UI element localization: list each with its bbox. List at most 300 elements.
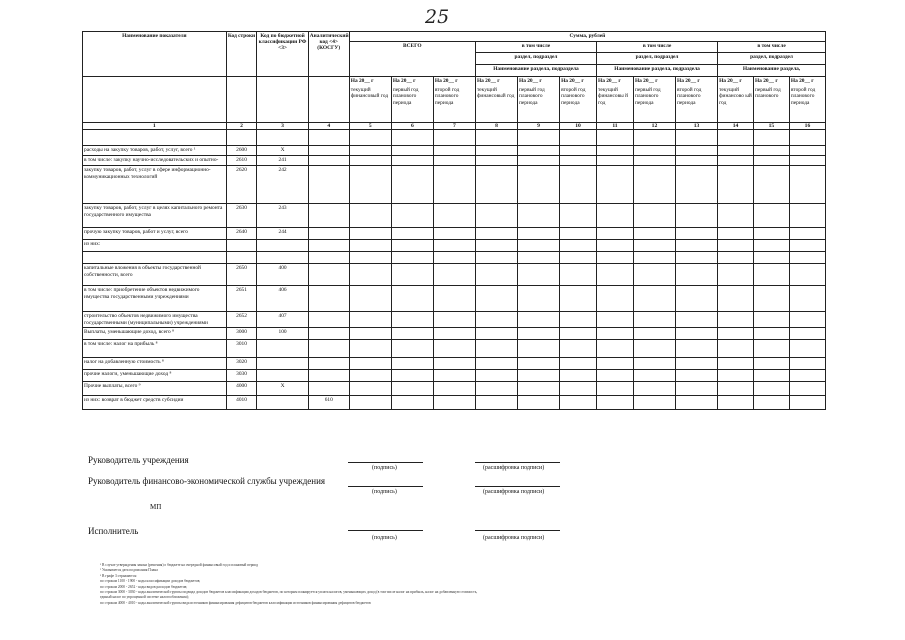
amount-cell[interactable] <box>475 381 517 395</box>
amount-cell[interactable] <box>349 357 391 369</box>
amount-cell[interactable] <box>597 252 634 264</box>
amount-cell[interactable] <box>560 240 597 252</box>
amount-cell[interactable] <box>718 312 754 327</box>
amount-cell[interactable] <box>676 252 718 264</box>
amount-cell[interactable] <box>518 228 560 240</box>
amount-cell[interactable] <box>753 146 789 156</box>
amount-cell[interactable] <box>391 339 433 357</box>
amount-cell[interactable] <box>676 395 718 409</box>
amount-cell[interactable] <box>676 381 718 395</box>
amount-cell[interactable] <box>597 166 634 204</box>
amount-cell[interactable] <box>475 166 517 204</box>
row-bk-cell: 406 <box>257 286 308 312</box>
amount-cell[interactable] <box>633 240 675 252</box>
amount-cell[interactable] <box>597 228 634 240</box>
amount-cell[interactable] <box>560 381 597 395</box>
section-header-2: раздел, подраздел <box>597 53 718 65</box>
amount-cell[interactable] <box>391 252 433 264</box>
head-decode-line <box>475 462 560 463</box>
table-row <box>83 369 826 381</box>
period-cell: На 20__ г второй год планового периода <box>676 77 718 123</box>
amount-cell[interactable] <box>349 228 391 240</box>
amount-cell[interactable] <box>753 369 789 381</box>
amount-cell[interactable] <box>433 286 475 312</box>
row-code-cell: 3030 <box>226 369 257 381</box>
amount-cell[interactable] <box>597 146 634 156</box>
row-ak-cell <box>308 156 349 166</box>
amount-cell[interactable] <box>753 395 789 409</box>
amount-cell[interactable] <box>560 339 597 357</box>
amount-cell[interactable] <box>789 381 825 395</box>
amount-cell[interactable] <box>391 286 433 312</box>
fin-signature-caption: (подпись) <box>372 489 397 495</box>
col-bk-header: Код по бюджетной классификации РФ <3> <box>257 32 308 77</box>
table-row <box>83 252 826 264</box>
total-header: ВСЕГО <box>349 42 475 77</box>
amount-cell[interactable] <box>597 130 634 146</box>
row-ak-cell <box>308 130 349 146</box>
amount-cell[interactable] <box>518 166 560 204</box>
amount-cell[interactable] <box>676 357 718 369</box>
amount-cell[interactable] <box>789 252 825 264</box>
amount-cell[interactable] <box>518 381 560 395</box>
amount-cell[interactable] <box>718 204 754 228</box>
amount-cell[interactable] <box>753 327 789 339</box>
amount-cell[interactable] <box>433 381 475 395</box>
amount-cell[interactable] <box>789 286 825 312</box>
row-bk-cell <box>257 130 308 146</box>
amount-cell[interactable] <box>718 156 754 166</box>
row-bk-cell: 241 <box>257 156 308 166</box>
amount-cell[interactable] <box>718 381 754 395</box>
amount-cell[interactable] <box>349 166 391 204</box>
page-number: 25 <box>425 6 450 28</box>
amount-cell[interactable] <box>789 312 825 327</box>
amount-cell[interactable] <box>753 166 789 204</box>
amount-cell[interactable] <box>475 252 517 264</box>
row-name-cell: в том числе: закупку научно-исследовательских и опытно- <box>83 156 227 166</box>
amount-cell[interactable] <box>633 252 675 264</box>
row-ak-cell <box>308 264 349 286</box>
row-code-cell: 2640 <box>226 228 257 240</box>
row-name-cell: Выплаты, уменьшающие доход, всего ⁸ <box>83 327 227 339</box>
amount-cell[interactable] <box>349 339 391 357</box>
amount-cell[interactable] <box>391 357 433 369</box>
amount-cell[interactable] <box>789 166 825 204</box>
row-bk-cell: X <box>257 381 308 395</box>
amount-cell[interactable] <box>676 240 718 252</box>
row-code-cell: 2600 <box>226 146 257 156</box>
amount-cell[interactable] <box>560 228 597 240</box>
amount-cell[interactable] <box>789 240 825 252</box>
amount-cell[interactable] <box>633 130 675 146</box>
amount-cell[interactable] <box>475 357 517 369</box>
amount-cell[interactable] <box>560 166 597 204</box>
amount-cell[interactable] <box>789 228 825 240</box>
amount-cell[interactable] <box>597 327 634 339</box>
amount-cell[interactable] <box>597 204 634 228</box>
amount-cell[interactable] <box>597 286 634 312</box>
period-cell: На 20__ г текущий финансово ый год <box>718 77 754 123</box>
amount-cell[interactable] <box>597 264 634 286</box>
amount-cell[interactable] <box>560 327 597 339</box>
amount-cell[interactable] <box>560 357 597 369</box>
amount-cell[interactable] <box>518 130 560 146</box>
row-bk-cell: 400 <box>257 264 308 286</box>
amount-cell[interactable] <box>560 312 597 327</box>
amount-cell[interactable] <box>518 327 560 339</box>
amount-cell[interactable] <box>789 339 825 357</box>
amount-cell[interactable] <box>676 146 718 156</box>
row-name-cell: капитальные вложения в объекты государственной собственности, всего <box>83 264 227 286</box>
period-cell: На 20__ г первый год планового <box>753 77 789 123</box>
amount-cell[interactable] <box>753 339 789 357</box>
amount-cell[interactable] <box>475 312 517 327</box>
amount-cell[interactable] <box>633 312 675 327</box>
period-cell: На 20__ г второй год планового периода <box>560 77 597 123</box>
row-ak-cell <box>308 252 349 264</box>
amount-cell[interactable] <box>349 156 391 166</box>
amount-cell[interactable] <box>676 339 718 357</box>
col-number: 2 <box>226 123 257 130</box>
col-number: 13 <box>676 123 718 130</box>
footnote: по строкам 3000 - 3030 - коды аналитической группы подвида доходов бюджетов классификации доходов бюджетов, по которым планируется уплата налогов, уменьшающих доход (в том числе налог на прибыль, налог на добавленную стоимость, <box>100 590 478 595</box>
amount-cell[interactable] <box>597 156 634 166</box>
amount-cell[interactable] <box>391 312 433 327</box>
amount-cell[interactable] <box>391 166 433 204</box>
row-code-cell <box>226 252 257 264</box>
amount-cell[interactable] <box>633 146 675 156</box>
row-ak-cell <box>308 204 349 228</box>
amount-cell[interactable] <box>633 369 675 381</box>
amount-cell[interactable] <box>518 312 560 327</box>
row-name-cell: Прочие выплаты, всего ⁹ <box>83 381 227 395</box>
section-header-1: раздел, подраздел <box>475 53 596 65</box>
amount-cell[interactable] <box>753 286 789 312</box>
amount-cell[interactable] <box>391 264 433 286</box>
amount-cell[interactable] <box>560 204 597 228</box>
amount-cell[interactable] <box>718 166 754 204</box>
amount-cell[interactable] <box>349 130 391 146</box>
row-code-cell: 2650 <box>226 264 257 286</box>
row-bk-cell: X <box>257 146 308 156</box>
amount-cell[interactable] <box>391 327 433 339</box>
amount-cell[interactable] <box>391 130 433 146</box>
section-header-3: раздел, подраздел <box>718 53 826 65</box>
amount-cell[interactable] <box>633 228 675 240</box>
amount-cell[interactable] <box>433 357 475 369</box>
amount-cell[interactable] <box>789 156 825 166</box>
amount-cell[interactable] <box>633 339 675 357</box>
executor-decode-caption: (расшифровка подписи) <box>483 535 545 541</box>
amount-cell[interactable] <box>789 357 825 369</box>
amount-cell[interactable] <box>597 369 634 381</box>
amount-cell[interactable] <box>753 264 789 286</box>
amount-cell[interactable] <box>718 395 754 409</box>
row-bk-cell <box>257 240 308 252</box>
amount-cell[interactable] <box>391 381 433 395</box>
amount-cell[interactable] <box>475 339 517 357</box>
row-name-cell: строительство объектов недвижимого имущества государственными (муниципальными) учреждениями <box>83 312 227 327</box>
amount-cell[interactable] <box>633 166 675 204</box>
row-name-cell: из них: <box>83 240 227 252</box>
amount-cell[interactable] <box>676 369 718 381</box>
table-row <box>83 312 826 327</box>
amount-cell[interactable] <box>433 312 475 327</box>
col-number: 6 <box>391 123 433 130</box>
amount-cell[interactable] <box>475 204 517 228</box>
amount-cell[interactable] <box>560 156 597 166</box>
column-numbers-row <box>83 123 826 130</box>
amount-cell[interactable] <box>433 395 475 409</box>
row-name-cell: расходы на закупку товаров, работ, услуг, всего ¹ <box>83 146 227 156</box>
row-name-cell <box>83 252 227 264</box>
row-code-cell: 2620 <box>226 166 257 204</box>
amount-cell[interactable] <box>753 228 789 240</box>
executor-label: Исполнитель <box>88 526 139 536</box>
table-row <box>83 240 826 252</box>
amount-cell[interactable] <box>597 339 634 357</box>
row-ak-cell <box>308 286 349 312</box>
amount-cell[interactable] <box>475 395 517 409</box>
amount-cell[interactable] <box>518 395 560 409</box>
amount-cell[interactable] <box>597 240 634 252</box>
col-number: 1 <box>83 123 227 130</box>
amount-cell[interactable] <box>676 228 718 240</box>
period-cell: На 20__ г второй год планового периода <box>789 77 825 123</box>
amount-cell[interactable] <box>718 252 754 264</box>
amount-cell[interactable] <box>633 156 675 166</box>
amount-cell[interactable] <box>391 240 433 252</box>
amount-cell[interactable] <box>433 146 475 156</box>
amount-cell[interactable] <box>433 228 475 240</box>
section-name-header-1: Наименование раздела, подраздела <box>475 65 596 77</box>
amount-cell[interactable] <box>518 369 560 381</box>
amount-cell[interactable] <box>349 240 391 252</box>
amount-cell[interactable] <box>475 327 517 339</box>
amount-cell[interactable] <box>475 286 517 312</box>
amount-cell[interactable] <box>475 130 517 146</box>
footnote: по строкам 1100 - 1900 - коды классификации доходов бюджетов; <box>100 579 201 584</box>
amount-cell[interactable] <box>789 204 825 228</box>
footnote: ² Указывается дата подписания Плана <box>100 568 158 573</box>
amount-cell[interactable] <box>789 130 825 146</box>
amount-cell[interactable] <box>391 395 433 409</box>
amount-cell[interactable] <box>633 381 675 395</box>
amount-cell[interactable] <box>391 204 433 228</box>
footnote: по строкам 2000 - 2652 - коды видов расходов бюджетов; <box>100 584 188 589</box>
amount-cell[interactable] <box>475 240 517 252</box>
stamp-place-label: МП <box>150 503 162 511</box>
amount-cell[interactable] <box>789 327 825 339</box>
amount-cell[interactable] <box>633 395 675 409</box>
amount-cell[interactable] <box>753 240 789 252</box>
amount-cell[interactable] <box>560 264 597 286</box>
amount-cell[interactable] <box>433 252 475 264</box>
amount-cell[interactable] <box>349 327 391 339</box>
amount-cell[interactable] <box>391 228 433 240</box>
fin-signature-line <box>348 486 423 487</box>
amount-cell[interactable] <box>718 130 754 146</box>
amount-cell[interactable] <box>633 357 675 369</box>
amount-cell[interactable] <box>676 130 718 146</box>
row-code-cell: 4010 <box>226 395 257 409</box>
amount-cell[interactable] <box>518 240 560 252</box>
amount-cell[interactable] <box>753 252 789 264</box>
amount-cell[interactable] <box>349 252 391 264</box>
row-code-cell <box>226 240 257 252</box>
financial-plan-table <box>82 31 826 410</box>
row-code-cell: 4000 <box>226 381 257 395</box>
amount-cell[interactable] <box>753 357 789 369</box>
footnote: ¹ В случае утверждения закона (решения) о бюджете на очередной финансовый год и плановый период <box>100 563 258 567</box>
row-ak-cell: 610 <box>308 395 349 409</box>
row-code-cell: 3000 <box>226 327 257 339</box>
amount-cell[interactable] <box>391 156 433 166</box>
row-bk-cell: 243 <box>257 204 308 228</box>
table-row <box>83 228 826 240</box>
amount-cell[interactable] <box>475 146 517 156</box>
amount-cell[interactable] <box>676 156 718 166</box>
amount-cell[interactable] <box>753 204 789 228</box>
amount-cell[interactable] <box>475 228 517 240</box>
amount-cell[interactable] <box>597 357 634 369</box>
amount-cell[interactable] <box>676 166 718 204</box>
row-name-cell: в том числе: налог на прибыль ⁸ <box>83 339 227 357</box>
row-name-cell: закупку товаров, работ, услуг в сфере информационно-коммуникационных технологий <box>83 166 227 204</box>
table-row <box>83 166 826 204</box>
row-name-cell: из них: возврат в бюджет средств субсидии <box>83 395 227 409</box>
amount-cell[interactable] <box>753 312 789 327</box>
amount-cell[interactable] <box>518 286 560 312</box>
period-cell: На 20__ г второй год планового периода <box>433 77 475 123</box>
amount-cell[interactable] <box>676 327 718 339</box>
row-bk-cell: 244 <box>257 228 308 240</box>
sum-header: Сумма, рублей <box>349 32 825 42</box>
amount-cell[interactable] <box>718 228 754 240</box>
amount-cell[interactable] <box>518 252 560 264</box>
row-bk-cell <box>257 369 308 381</box>
row-name-cell <box>83 130 227 146</box>
amount-cell[interactable] <box>560 395 597 409</box>
amount-cell[interactable] <box>676 264 718 286</box>
amount-cell[interactable] <box>349 204 391 228</box>
amount-cell[interactable] <box>349 395 391 409</box>
amount-cell[interactable] <box>518 357 560 369</box>
amount-cell[interactable] <box>597 312 634 327</box>
amount-cell[interactable] <box>718 327 754 339</box>
amount-cell[interactable] <box>518 264 560 286</box>
head-signature-caption: (подпись) <box>372 465 397 471</box>
amount-cell[interactable] <box>789 264 825 286</box>
amount-cell[interactable] <box>349 369 391 381</box>
amount-cell[interactable] <box>433 327 475 339</box>
section-name-header-3: Наименование раздела, <box>718 65 826 77</box>
row-ak-cell <box>308 369 349 381</box>
amount-cell[interactable] <box>433 264 475 286</box>
col-number: 11 <box>597 123 634 130</box>
amount-cell[interactable] <box>518 146 560 156</box>
amount-cell[interactable] <box>433 204 475 228</box>
amount-cell[interactable] <box>433 369 475 381</box>
row-ak-cell <box>308 146 349 156</box>
amount-cell[interactable] <box>560 130 597 146</box>
amount-cell[interactable] <box>718 339 754 357</box>
amount-cell[interactable] <box>718 286 754 312</box>
amount-cell[interactable] <box>718 146 754 156</box>
amount-cell[interactable] <box>349 264 391 286</box>
amount-cell[interactable] <box>391 369 433 381</box>
amount-cell[interactable] <box>789 146 825 156</box>
amount-cell[interactable] <box>349 286 391 312</box>
amount-cell[interactable] <box>718 357 754 369</box>
amount-cell[interactable] <box>718 369 754 381</box>
fin-head-label: Руководитель финансово-экономической службы учреждения <box>88 476 326 486</box>
amount-cell[interactable] <box>560 146 597 156</box>
amount-cell[interactable] <box>560 369 597 381</box>
amount-cell[interactable] <box>789 369 825 381</box>
amount-cell[interactable] <box>676 312 718 327</box>
amount-cell[interactable] <box>633 264 675 286</box>
amount-cell[interactable] <box>633 327 675 339</box>
amount-cell[interactable] <box>475 264 517 286</box>
row-ak-cell <box>308 381 349 395</box>
col-number: 8 <box>475 123 517 130</box>
table-row <box>83 130 826 146</box>
amount-cell[interactable] <box>433 240 475 252</box>
row-name-cell: прочую закупку товаров, работ и услуг, всего <box>83 228 227 240</box>
amount-cell[interactable] <box>391 146 433 156</box>
amount-cell[interactable] <box>718 240 754 252</box>
amount-cell[interactable] <box>518 204 560 228</box>
row-ak-cell <box>308 357 349 369</box>
amount-cell[interactable] <box>349 312 391 327</box>
amount-cell[interactable] <box>633 286 675 312</box>
period-cell: На 20__ г первый год планового периода <box>391 77 433 123</box>
row-ak-cell <box>308 339 349 357</box>
amount-cell[interactable] <box>433 156 475 166</box>
table-row <box>83 146 826 156</box>
amount-cell[interactable] <box>753 156 789 166</box>
amount-cell[interactable] <box>349 381 391 395</box>
col-number: 15 <box>753 123 789 130</box>
amount-cell[interactable] <box>433 130 475 146</box>
table-row <box>83 156 826 166</box>
amount-cell[interactable] <box>718 264 754 286</box>
amount-cell[interactable] <box>597 381 634 395</box>
period-cell: На 20__ г первый год планового периода <box>518 77 560 123</box>
section-name-header-2: Наименование раздела, подраздела <box>597 65 718 77</box>
amount-cell[interactable] <box>433 339 475 357</box>
amount-cell[interactable] <box>789 395 825 409</box>
amount-cell[interactable] <box>475 369 517 381</box>
amount-cell[interactable] <box>518 156 560 166</box>
amount-cell[interactable] <box>560 252 597 264</box>
amount-cell[interactable] <box>349 146 391 156</box>
amount-cell[interactable] <box>753 381 789 395</box>
amount-cell[interactable] <box>753 130 789 146</box>
amount-cell[interactable] <box>676 286 718 312</box>
amount-cell[interactable] <box>433 166 475 204</box>
head-decode-caption: (расшифровка подписи) <box>483 465 545 471</box>
amount-cell[interactable] <box>597 395 634 409</box>
amount-cell[interactable] <box>633 204 675 228</box>
amount-cell[interactable] <box>676 204 718 228</box>
amount-cell[interactable] <box>560 286 597 312</box>
row-ak-cell <box>308 312 349 327</box>
amount-cell[interactable] <box>518 339 560 357</box>
amount-cell[interactable] <box>475 156 517 166</box>
